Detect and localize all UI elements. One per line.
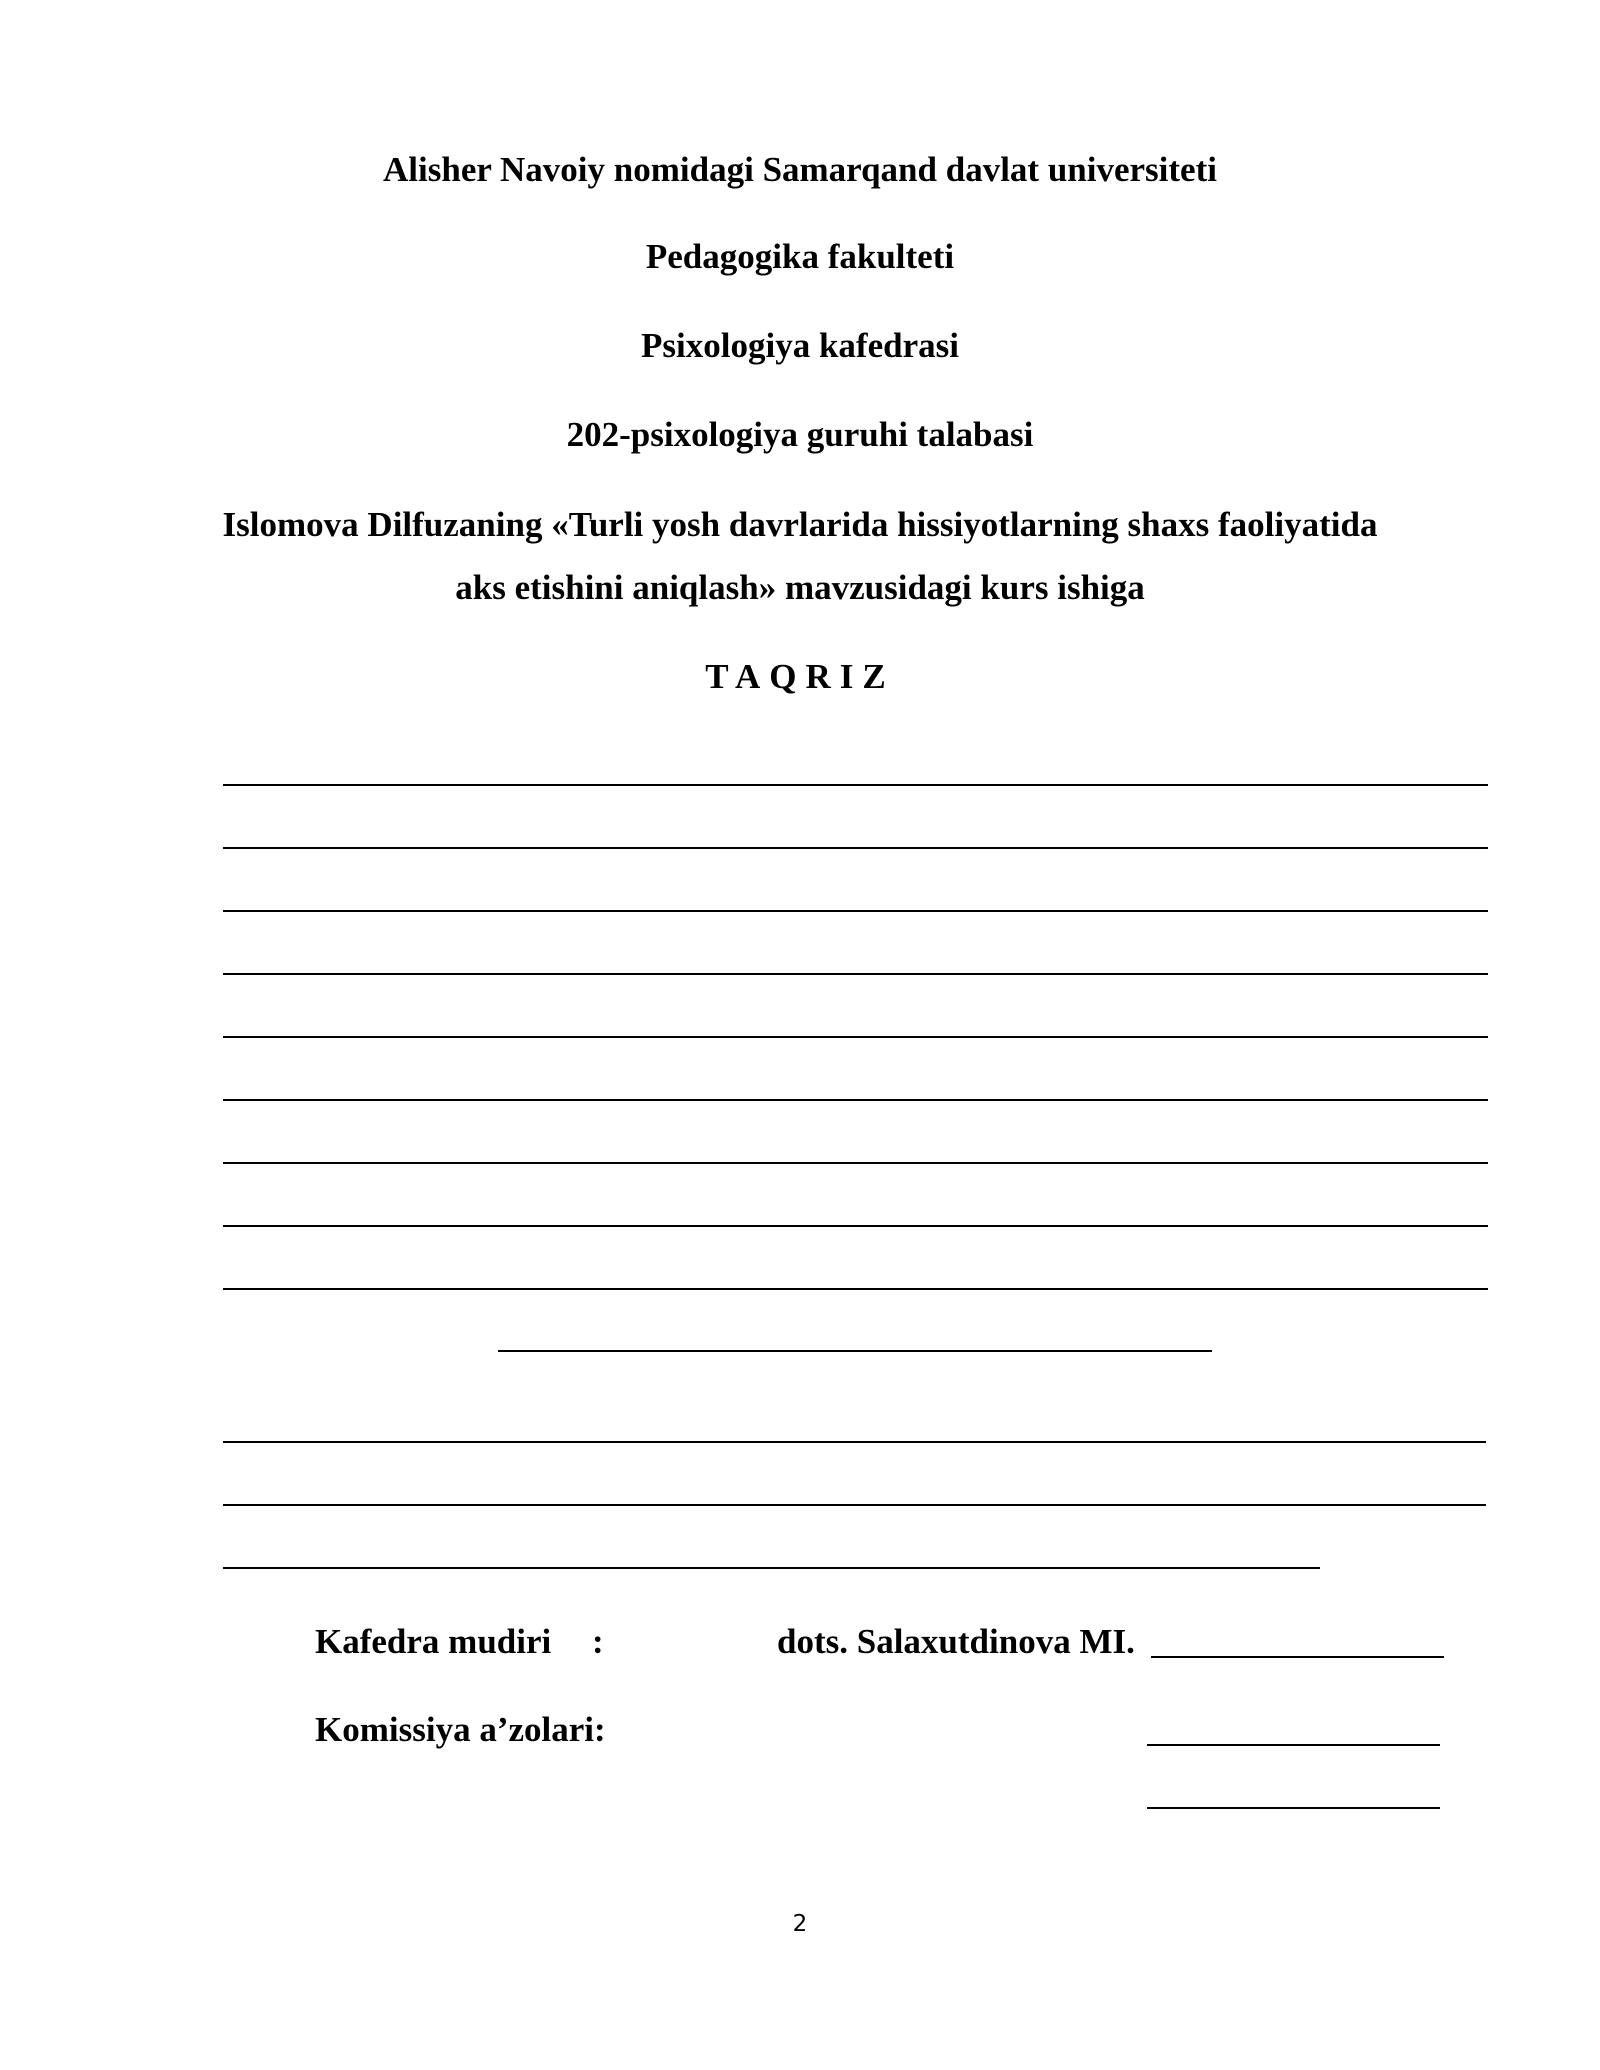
writing-line: [223, 1162, 1488, 1164]
head-of-department-name: dots. Salaxutdinova MI.: [777, 1622, 1135, 1661]
writing-line: [223, 1036, 1488, 1038]
writing-line: [223, 973, 1488, 975]
writing-line: [223, 1504, 1486, 1506]
university-name: Alisher Navoiy nomidagi Samarqand davlat universiteti: [383, 150, 1217, 189]
head-signature-line: [1151, 1656, 1444, 1658]
faculty-name: Pedagogika fakulteti: [645, 237, 955, 276]
student-group: 202-psixologiya guruhi talabasi: [566, 415, 1034, 454]
commission-members-label: Komissiya a’zolari:: [315, 1710, 606, 1749]
writing-line: [223, 784, 1488, 786]
head-of-department-label: Kafedra mudiri: [315, 1622, 552, 1661]
commission-signature-line: [1147, 1807, 1440, 1809]
head-of-department-colon: :: [592, 1622, 604, 1661]
work-title-line-2: aks etishini aniqlash» mavzusidagi kurs ishiga: [455, 568, 1145, 607]
department-name: Psixologiya kafedrasi: [641, 326, 959, 365]
work-title-line-1: Islomova Dilfuzaning «Turli yosh davrlarida hissiyotlarning shaxs faoliyatida: [222, 505, 1378, 544]
page-number: 2: [792, 1911, 808, 1937]
writing-line: [223, 1288, 1488, 1290]
writing-line-partial: [223, 1567, 1320, 1569]
commission-signature-line: [1147, 1744, 1440, 1746]
writing-line: [223, 910, 1488, 912]
writing-line: [223, 847, 1488, 849]
writing-line: [223, 1099, 1488, 1101]
writing-line-short: [498, 1350, 1212, 1352]
writing-line: [223, 1441, 1486, 1443]
review-heading: TAQRIZ: [705, 657, 895, 696]
writing-line: [223, 1225, 1488, 1227]
